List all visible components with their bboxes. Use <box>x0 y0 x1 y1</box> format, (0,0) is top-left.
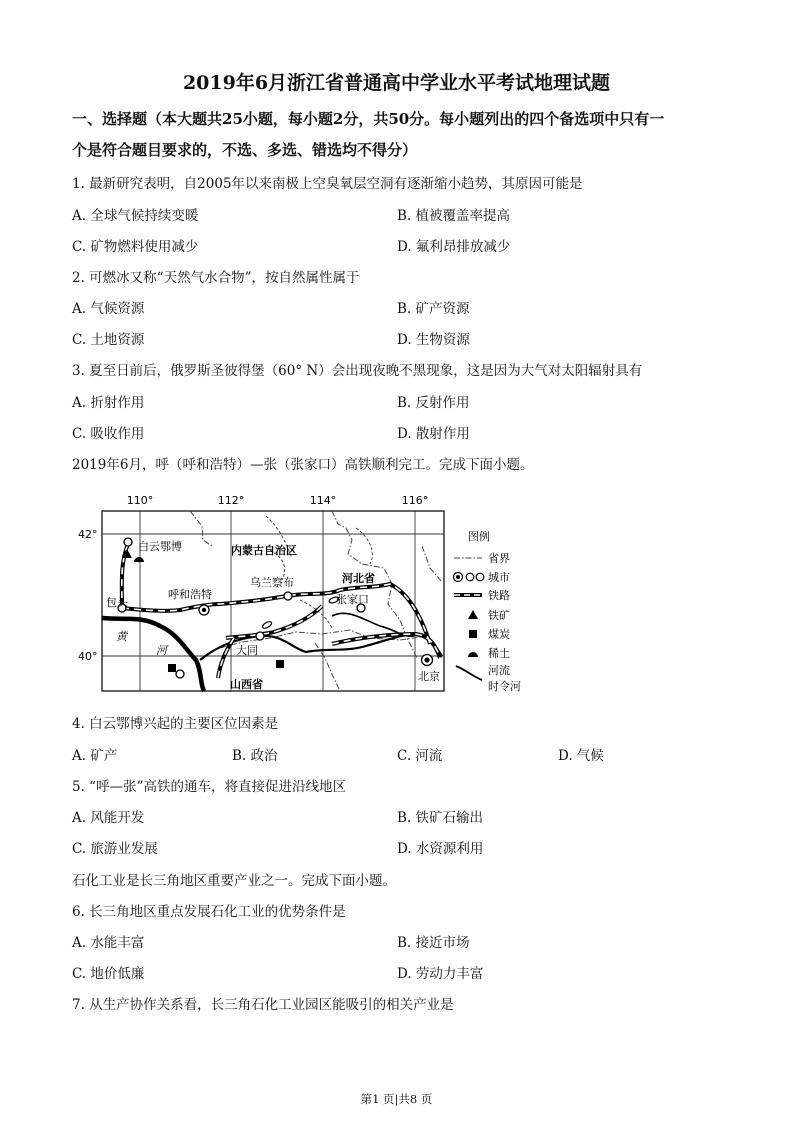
question-3-option-b: B. 反射作用 <box>397 395 470 411</box>
map-frame <box>102 511 444 691</box>
section-heading-line1: 一、选择题（本大题共25小题，每小题2分，共50分。每小题列出的四个备选项中只有一 <box>72 110 665 128</box>
legend-item-river: 河流 <box>488 664 510 677</box>
label-baiyun: 白云鄂博 <box>138 540 182 553</box>
question-5-option-d: D. 水资源利用 <box>397 841 484 857</box>
legend-item-coal: 煤炭 <box>488 628 510 641</box>
question-6-option-d: D. 劳动力丰富 <box>397 966 484 982</box>
question-1-option-c: C. 矿物燃料使用减少 <box>72 239 199 255</box>
question-6-option-b: B. 接近市场 <box>397 935 470 951</box>
lat-label-40: 40° <box>78 650 98 663</box>
label-wulanchabu: 乌兰察布 <box>250 576 294 589</box>
question-2-option-a: A. 气候资源 <box>72 301 145 317</box>
question-2-option-b: B. 矿产资源 <box>397 301 470 317</box>
lon-label-116: 116° <box>401 494 429 507</box>
label-datong: 大同 <box>236 644 258 657</box>
label-he: 河 <box>156 644 167 657</box>
question-3-option-c: C. 吸收作用 <box>72 426 145 442</box>
legend-item-iron: 铁矿 <box>488 609 510 622</box>
intro-6-7: 石化工业是长三角地区重要产业之一。完成下面小题。 <box>72 873 396 889</box>
city-datong <box>256 632 264 640</box>
legend-item-seasonal-river: 时令河 <box>488 680 521 693</box>
coal-icon <box>276 660 284 668</box>
railway-map <box>70 488 550 698</box>
legend-item-city: 城市 <box>488 571 510 584</box>
lon-label-114: 114° <box>309 494 337 507</box>
map-legend <box>454 529 522 693</box>
label-zhangjiakou: 张家口 <box>336 593 369 606</box>
label-shanxi: 山西省 <box>230 678 263 691</box>
legend-item-rare-earth: 稀土 <box>488 647 510 660</box>
lon-label-112: 112° <box>217 494 245 507</box>
question-2-stem: 2. 可燃冰又称“天然气水合物”，按自然属性属于 <box>72 270 360 286</box>
question-4-option-a: A. 矿产 <box>72 748 118 764</box>
question-5-option-a: A. 风能开发 <box>72 810 145 826</box>
page-title: 2019年6月浙江省普通高中学业水平考试地理试题 <box>182 72 611 94</box>
question-6-stem: 6. 长三角地区重点发展石化工业的优势条件是 <box>72 904 346 920</box>
question-1-stem: 1. 最新研究表明，自2005年以来南极上空臭氧层空洞有逐渐缩小趋势，其原因可能是 <box>72 176 583 192</box>
city-wulanchabu <box>284 592 292 600</box>
label-neimenggu: 内蒙古自治区 <box>231 544 297 557</box>
question-1-option-d: D. 氟利昂排放减少 <box>397 239 511 255</box>
coal-icon <box>168 664 176 672</box>
section-heading-line2: 个是符合题目要求的，不选、多选、错选均不得分） <box>72 141 418 159</box>
lon-label-110: 110° <box>126 494 154 507</box>
question-3-option-d: D. 散射作用 <box>397 426 470 442</box>
question-1-option-b: B. 植被覆盖率提高 <box>397 208 511 224</box>
label-baotou: 包头 <box>106 596 128 609</box>
question-2-option-d: D. 生物资源 <box>397 332 470 348</box>
question-6-option-c: C. 地价低廉 <box>72 966 145 982</box>
city-baiyun <box>124 538 132 546</box>
question-3-option-a: A. 折射作用 <box>72 395 145 411</box>
label-hebei: 河北省 <box>342 572 375 585</box>
question-6-option-a: A. 水能丰富 <box>72 935 145 951</box>
question-4-stem: 4. 白云鄂博兴起的主要区位因素是 <box>72 716 279 732</box>
lat-label-42: 42° <box>78 528 98 541</box>
legend-item-boundary: 省界 <box>488 552 510 565</box>
question-1-option-a: A. 全球气候持续变暖 <box>72 208 199 224</box>
legend-iron-symbol <box>468 610 478 619</box>
legend-rare-earth-symbol <box>468 652 478 657</box>
legend-item-railway: 铁路 <box>488 589 510 602</box>
city <box>176 670 184 678</box>
question-7-stem: 7. 从生产协作关系看，长三角石化工业园区能吸引的相关产业是 <box>72 997 454 1013</box>
question-2-option-c: C. 土地资源 <box>72 332 145 348</box>
question-4-option-b: B. 政治 <box>232 748 278 764</box>
question-4-option-d: D. 气候 <box>558 748 604 764</box>
label-huang: 黄 <box>116 630 127 643</box>
question-5-option-b: B. 铁矿石输出 <box>397 810 484 826</box>
question-3-stem: 3. 夏至日前后，俄罗斯圣彼得堡（60° N）会出现夜晚不黑现象，这是因为大气对太阳辐射具有 <box>72 363 643 379</box>
page-footer: 第1 页|共8 页 <box>360 1092 433 1106</box>
label-beijing: 北京 <box>418 670 440 683</box>
question-4-option-c: C. 河流 <box>397 748 443 764</box>
intro-4-5: 2019年6月，呼（呼和浩特）—张（张家口）高铁顺利完工。完成下面小题。 <box>72 457 534 473</box>
legend-river-symbol <box>456 666 482 680</box>
legend-title: 图例 <box>468 530 490 543</box>
question-5-stem: 5. “呼—张”高铁的通车，将直接促进沿线地区 <box>72 779 346 795</box>
legend-coal-symbol <box>469 630 477 638</box>
question-5-option-c: C. 旅游业发展 <box>72 841 158 857</box>
label-huhehaote: 呼和浩特 <box>168 588 212 601</box>
